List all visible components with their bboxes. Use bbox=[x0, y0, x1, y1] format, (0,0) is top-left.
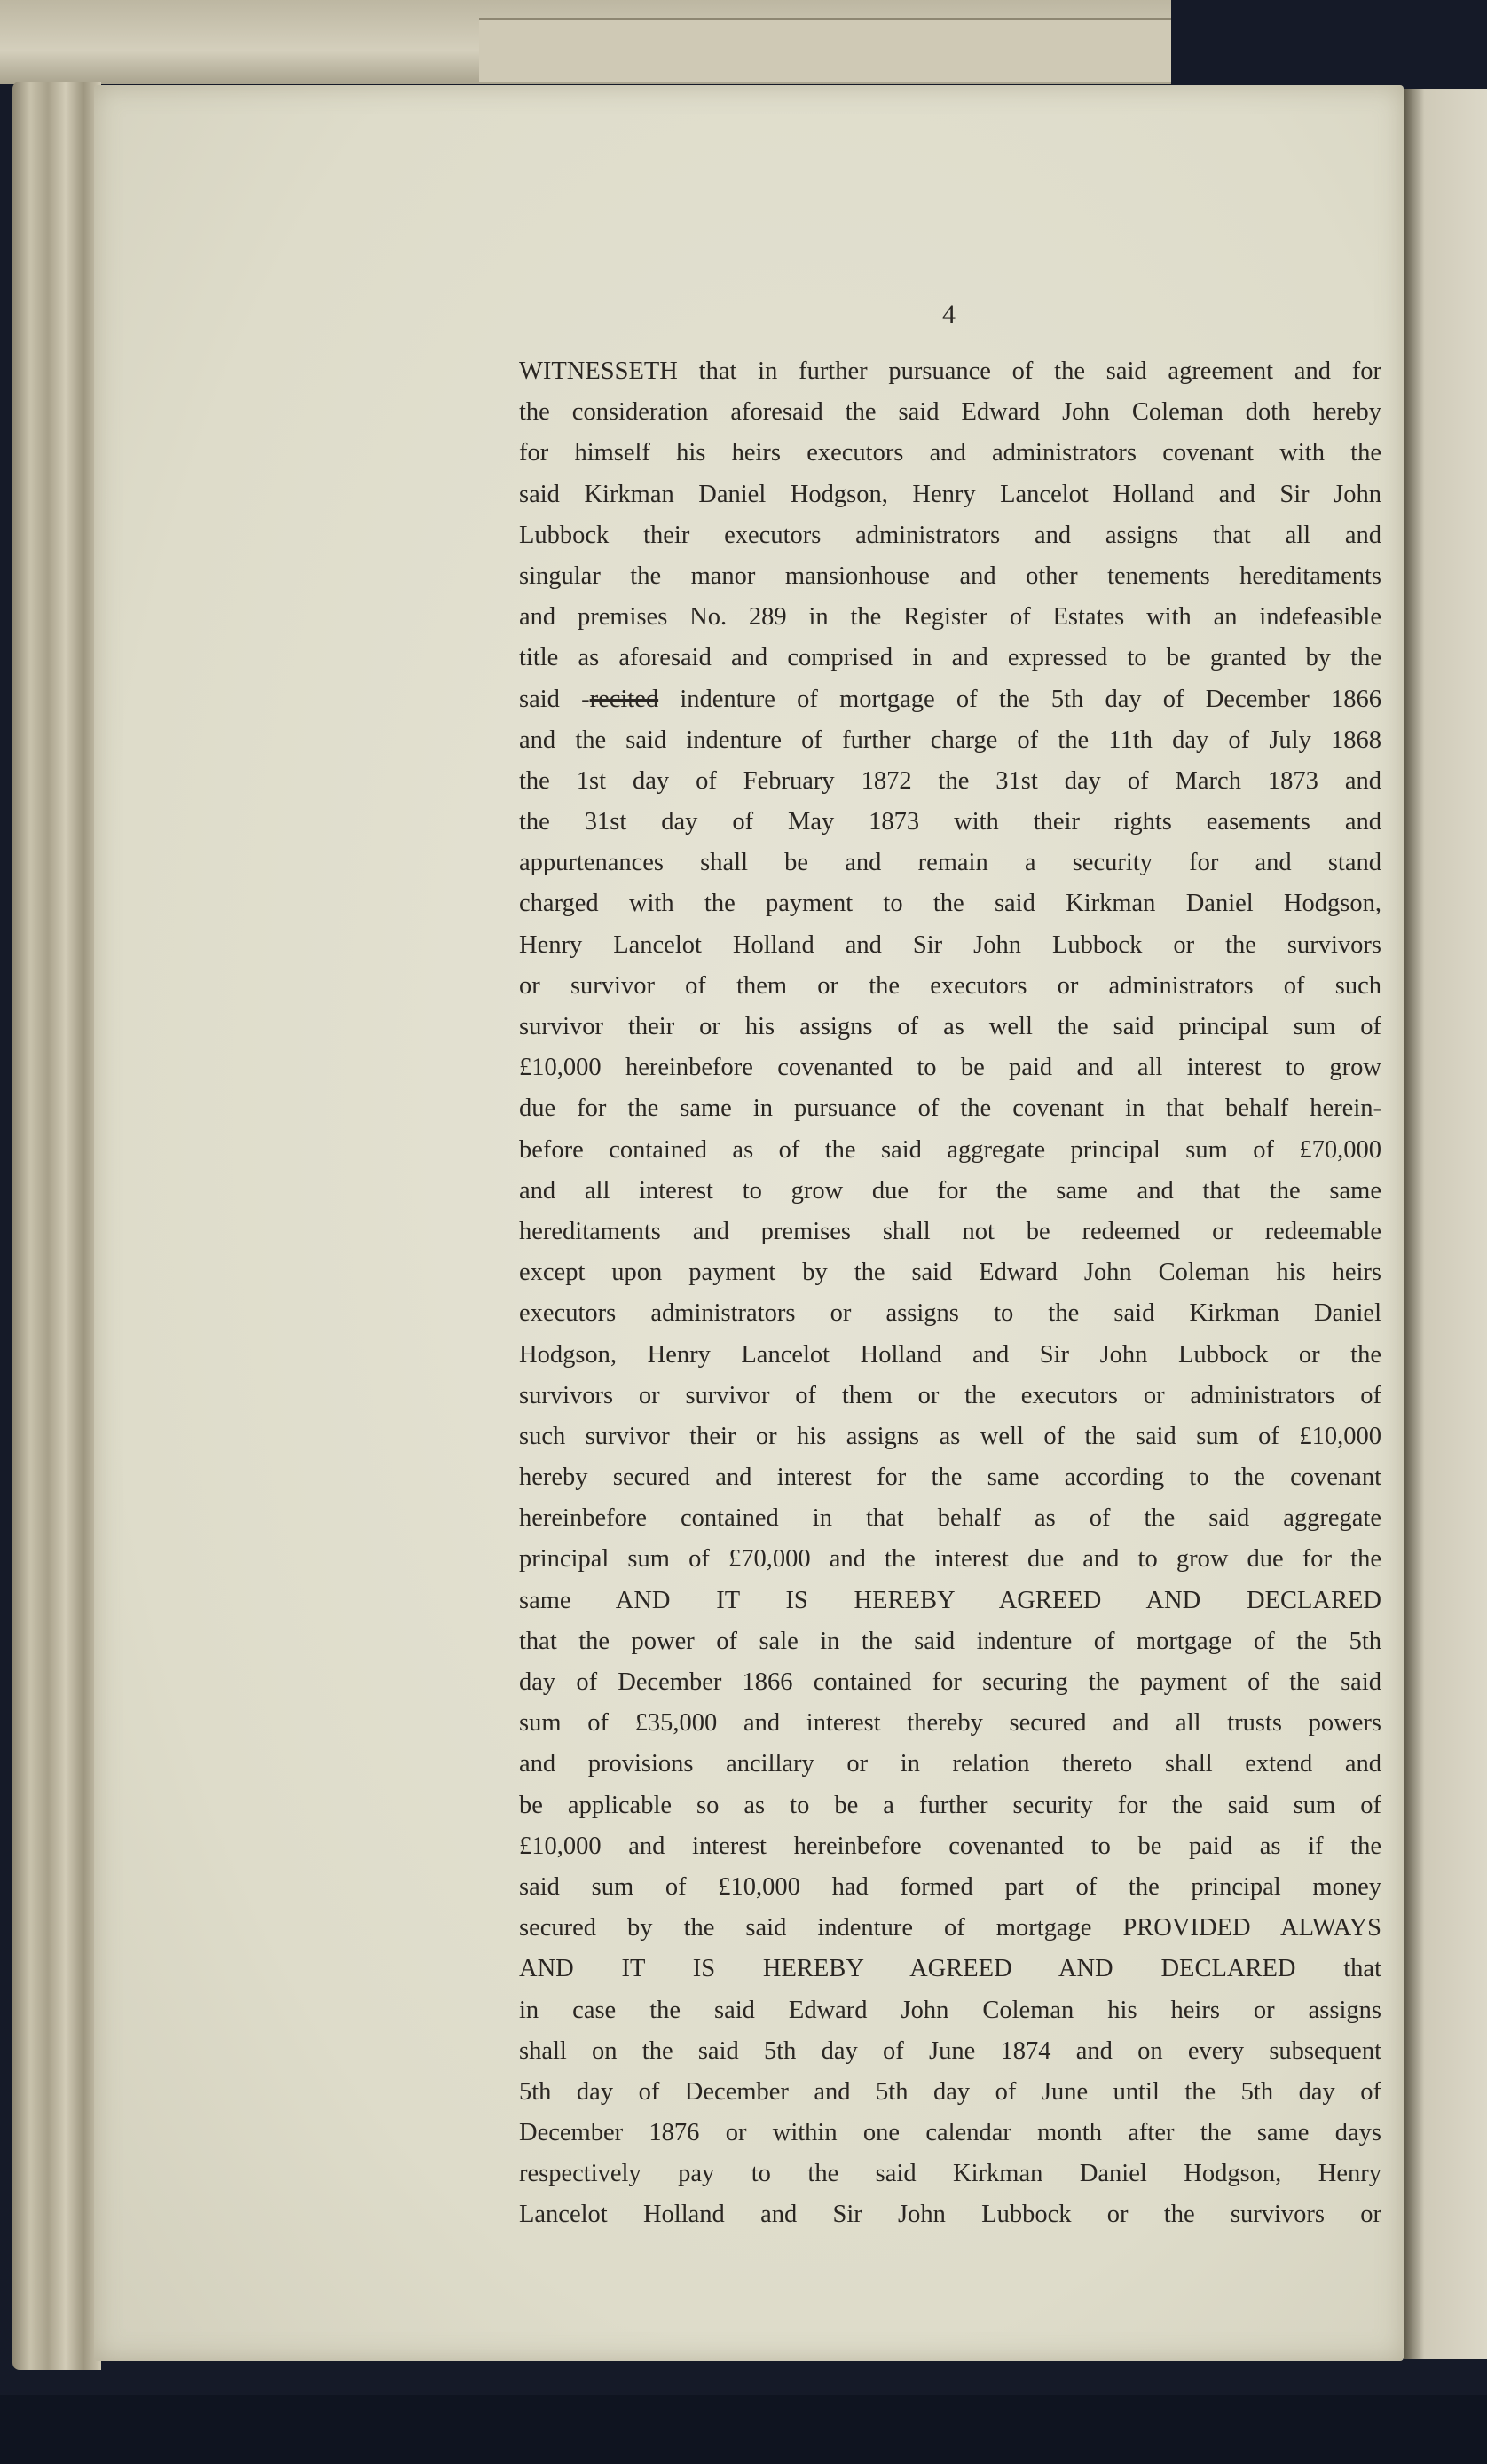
text-line: day of December 1866 contained for securing the payment of the said bbox=[519, 1668, 1381, 1696]
text-line: said Kirkman Daniel Hodgson, Henry Lancelot Holland and Sir John bbox=[519, 480, 1381, 508]
text-line: that the power of sale in the said indenture of mortgage of the 5th bbox=[519, 1627, 1381, 1655]
text-line: be applicable so as to be a further security for the said sum of bbox=[519, 1791, 1381, 1819]
text-line: singular the manor mansionhouse and other tenements hereditaments bbox=[519, 561, 1381, 590]
text-line: due for the same in pursuance of the covenant in that behalf herein- bbox=[519, 1095, 1381, 1123]
text-line: and provisions ancillary or in relation thereto shall extend and bbox=[519, 1750, 1381, 1778]
facing-page-edge bbox=[1404, 89, 1487, 2359]
text-line: such survivor their or his assigns as well of the said sum of £10,000 bbox=[519, 1422, 1381, 1450]
page-number: 4 bbox=[942, 300, 956, 329]
scan-background bbox=[0, 2395, 1487, 2464]
text-line: and all interest to grow due for the same and that the same bbox=[519, 1176, 1381, 1205]
text-line: Lubbock their executors administrators and assigns that all and bbox=[519, 521, 1381, 549]
text-line: hereby secured and interest for the same according to the covenant bbox=[519, 1463, 1381, 1492]
text-line: title as aforesaid and comprised in and expressed to be granted by the bbox=[519, 644, 1381, 672]
text-line bbox=[519, 679, 1381, 720]
text-line: or survivor of them or the executors or administrators of such bbox=[519, 971, 1381, 1000]
text-segment: said - bbox=[519, 685, 590, 713]
text-line: the consideration aforesaid the said Edward John Coleman doth hereby bbox=[519, 398, 1381, 427]
text-line: shall on the said 5th day of June 1874 and on every subsequent bbox=[519, 2036, 1381, 2065]
page-stack-left bbox=[12, 82, 101, 2370]
text-line: the 1st day of February 1872 the 31st day of March 1873 and bbox=[519, 766, 1381, 795]
struck-word: recited bbox=[589, 685, 659, 713]
text-line: charged with the payment to the said Kirkman Daniel Hodgson, bbox=[519, 890, 1381, 918]
text-line: Hodgson, Henry Lancelot Holland and Sir John Lubbock or the bbox=[519, 1340, 1381, 1369]
text-line: executors administrators or assigns to the said Kirkman Daniel bbox=[519, 1299, 1381, 1328]
text-line: survivors or survivor of them or the executors or administrators of bbox=[519, 1381, 1381, 1409]
text-line: before contained as of the said aggregate principal sum of £70,000 bbox=[519, 1135, 1381, 1164]
text-line: for himself his heirs executors and administrators covenant with the bbox=[519, 439, 1381, 467]
text-line: £10,000 hereinbefore covenanted to be paid and all interest to grow bbox=[519, 1054, 1381, 1082]
text-line: same AND IT IS HEREBY AGREED AND DECLARED bbox=[519, 1586, 1381, 1614]
text-segment: indenture of mortgage of the 5th day of December 1866 bbox=[658, 685, 1381, 713]
text-line: sum of £35,000 and interest thereby secured and all trusts powers bbox=[519, 1709, 1381, 1738]
text-line: the 31st day of May 1873 with their rights easements and bbox=[519, 808, 1381, 836]
text-line: Lancelot Holland and Sir John Lubbock or the survivors or bbox=[519, 2201, 1381, 2229]
text-line: appurtenances shall be and remain a security for and stand bbox=[519, 849, 1381, 877]
text-line: 5th day of December and 5th day of June until the 5th day of bbox=[519, 2077, 1381, 2106]
text-line: £10,000 and interest hereinbefore covenanted to be paid as if the bbox=[519, 1832, 1381, 1860]
text-line: principal sum of £70,000 and the interest due and to grow due for the bbox=[519, 1545, 1381, 1573]
text-line: hereditaments and premises shall not be redeemed or redeemable bbox=[519, 1217, 1381, 1245]
deed-body-text bbox=[519, 351, 1381, 2236]
text-line: except upon payment by the said Edward John Coleman his heirs bbox=[519, 1259, 1381, 1287]
text-line: hereinbefore contained in that behalf as of the said aggregate bbox=[519, 1504, 1381, 1533]
text-line: and the said indenture of further charge of the 11th day of July 1868 bbox=[519, 726, 1381, 754]
text-line: December 1876 or within one calendar month after the same days bbox=[519, 2119, 1381, 2147]
previous-page-edge-inner bbox=[479, 18, 1171, 82]
text-line: secured by the said indenture of mortgage PROVIDED ALWAYS bbox=[519, 1914, 1381, 1942]
text-line: Henry Lancelot Holland and Sir John Lubbock or the survivors bbox=[519, 930, 1381, 959]
text-line: AND IT IS HEREBY AGREED AND DECLARED that bbox=[519, 1955, 1381, 1983]
text-line: said sum of £10,000 had formed part of the principal money bbox=[519, 1872, 1381, 1901]
text-line: survivor their or his assigns of as well the said principal sum of bbox=[519, 1013, 1381, 1040]
text-line: respectively pay to the said Kirkman Daniel Hodgson, Henry bbox=[519, 2160, 1381, 2188]
text-line: WITNESSETH that in further pursuance of the said agreement and for bbox=[519, 357, 1381, 385]
text-line: and premises No. 289 in the Register of Estates with an indefeasible bbox=[519, 603, 1381, 632]
text-line: in case the said Edward John Coleman his heirs or assigns bbox=[519, 1996, 1381, 2024]
